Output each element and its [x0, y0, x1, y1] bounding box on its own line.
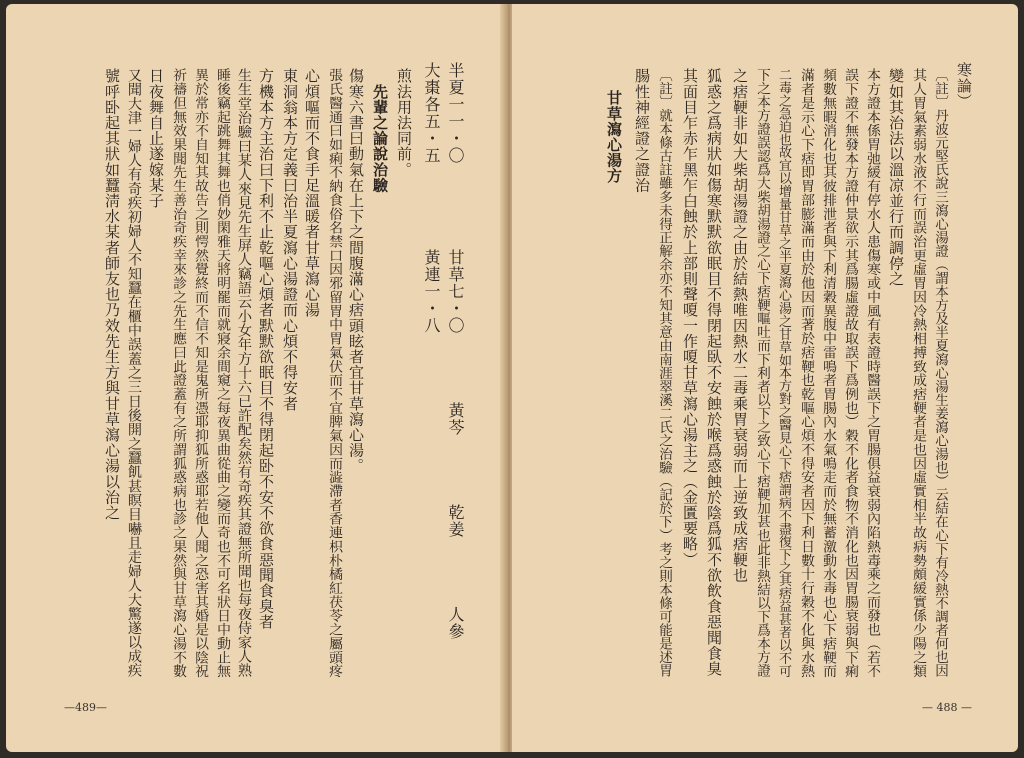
text-column: 東洞翁本方定義曰治半夏瀉心湯證而心煩不得安者 — [281, 68, 299, 412]
text-column: 張氏醫通曰如痢不納食俗名禁口因邪留胃中胃氣伏而不宜脾氣因而澁滯者香連枳朴橘紅茯苓之屬頭疼 — [326, 68, 342, 678]
text-column: 又聞大津一婦人有奇疾初婦人不知蠶在櫃中誤蓋之三日後開之蠶飢甚瞑目嚇且走婦人大驚遂以成疾 — [126, 68, 142, 678]
right-page-488 — [512, 4, 1018, 752]
text-column: 〔註〕就本條古註雖多未得正解余亦不知其意由南涯翠溪二氏之治驗（記於下）考之則本條可能是述胃 — [656, 68, 672, 678]
text-column: 生生堂治驗曰某人來見先生屏人竊語云小女年方十六已許配矣然有奇疾其證無所聞也每夜侍家人熟 — [236, 68, 252, 678]
text-column: 號呼卧起其狀如蠶淸水某者師友也乃效先生方與甘草瀉心湯以治之 — [103, 68, 121, 521]
page-number-489: —489— — [64, 701, 107, 714]
left-page-489 — [6, 4, 506, 752]
text-column: 傷寒六書曰動氣在上下之間腹滿心痞頭眩者宜甘草瀉心湯。 — [347, 68, 365, 474]
formula-line-1: 半夏一一・〇 甘草七・〇 黃芩 乾姜 人參 — [446, 62, 465, 640]
text-column: 異於常亦不自知其故告之則愕然覺終而不信不知是鬼所憑耶抑狐所惑耶若他人聞之恐害其婚是以陰祝 — [192, 68, 208, 678]
text-column: 祈禱但無效果聞先生善治奇疾幸來診之先生應曰此證蓋有之所謂狐惑病也診之果然與甘草瀉心湯不數 — [170, 68, 186, 678]
text-column: 頻數無暇消化也其彼排泄者與下利清穀異腹中雷鳴者胃腸內水氣鳴走而於無蓄激動水毒也心下痞鞕而 — [820, 68, 836, 678]
text-column: 二毒之急迫也故宜以增量甘草之半夏瀉心湯之甘草如本方對之醫見心下痞謂病不盡復下之其痞益甚者以不可 — [776, 68, 791, 678]
text-column: 腸性神經證之證治 — [633, 68, 651, 193]
text-column: 心煩嘔而不食手足溫暖者甘草瀉心湯 — [303, 68, 321, 318]
text-column: 下之本方證誤認爲大柴胡湯證之心下痞鞕嘔吐而下利者以下之致心下痞鞕加甚也此非熱結以下爲本方證 — [754, 68, 770, 678]
main-text-column: 狐惑之爲病狀如傷寒默默欲眠目不得閉起臥不安蝕於喉爲惑蝕於陰爲狐不欲飲食惡聞食臭 — [705, 68, 723, 677]
main-text-column: 其面目乍赤乍黑乍白蝕於上部則聲嗄一作嗄甘草瀉心湯主之（金匱要略） — [681, 68, 699, 568]
section-heading: 先輩之論說治驗 — [371, 68, 389, 193]
text-column: 日夜舞自止遂嫁某子 — [147, 68, 165, 209]
text-column: 〔註〕丹波元堅氏說三瀉心湯證（謂本方及半夏瀉心湯生姜瀉心湯也）云結在心下有冷熱不調者何也因 — [932, 68, 948, 678]
text-column: 其人胃氣素弱水液不行而誤治更虛胃因冷熱相搏致成痞鞕者是也因虛實相半故病勢頗緩實係少陽之類 — [910, 68, 926, 678]
formula-heading: 甘草瀉心湯方 — [605, 90, 623, 184]
chapter-end-marker: 寒論） — [955, 62, 973, 109]
formula-line-2: 大棗各五・五 黃連一・八 — [422, 62, 441, 334]
text-column: 方機本方主治曰下利不止乾嘔心煩者默默欲眠目不得閉起卧不安不欲食惡聞食臭者 — [257, 68, 275, 630]
text-column: 誤下證不無發本方證仲景欲示其爲腸虛證故取誤下爲例也）穀不化者食物不消化也因胃腸衰弱與下痢 — [842, 68, 858, 678]
text-column: 本方證本係胃弛緩有停水人患傷寒或中風有表證時醫誤下之胃腸俱益衰弱內陷熱毒乘之而發也（若不 — [864, 68, 880, 678]
text-column: 變如其治法以溫凉並行而調停之 — [887, 68, 905, 287]
text-column: 滿者是示心下痞即胃部膨滿而由於他因而著於痞鞕也乾嘔心煩不得安者因下利日數十行穀不化與水熱 — [798, 68, 814, 678]
text-column: 睡後竊起跳舞其舞也俏妙閑雅天將明罷而就寢余間窺之每夜異曲從曲之變而奇也不可名狀日中動止無 — [214, 68, 230, 678]
text-column: 之痞鞕非如大柴胡湯證之由於結熱唯因熱水二毒乘胃衰弱而上逆致成痞鞕也 — [731, 68, 749, 583]
preparation-note: 煎法用法同前。 — [395, 68, 413, 178]
page-number-488: — 488 — — [922, 701, 972, 714]
